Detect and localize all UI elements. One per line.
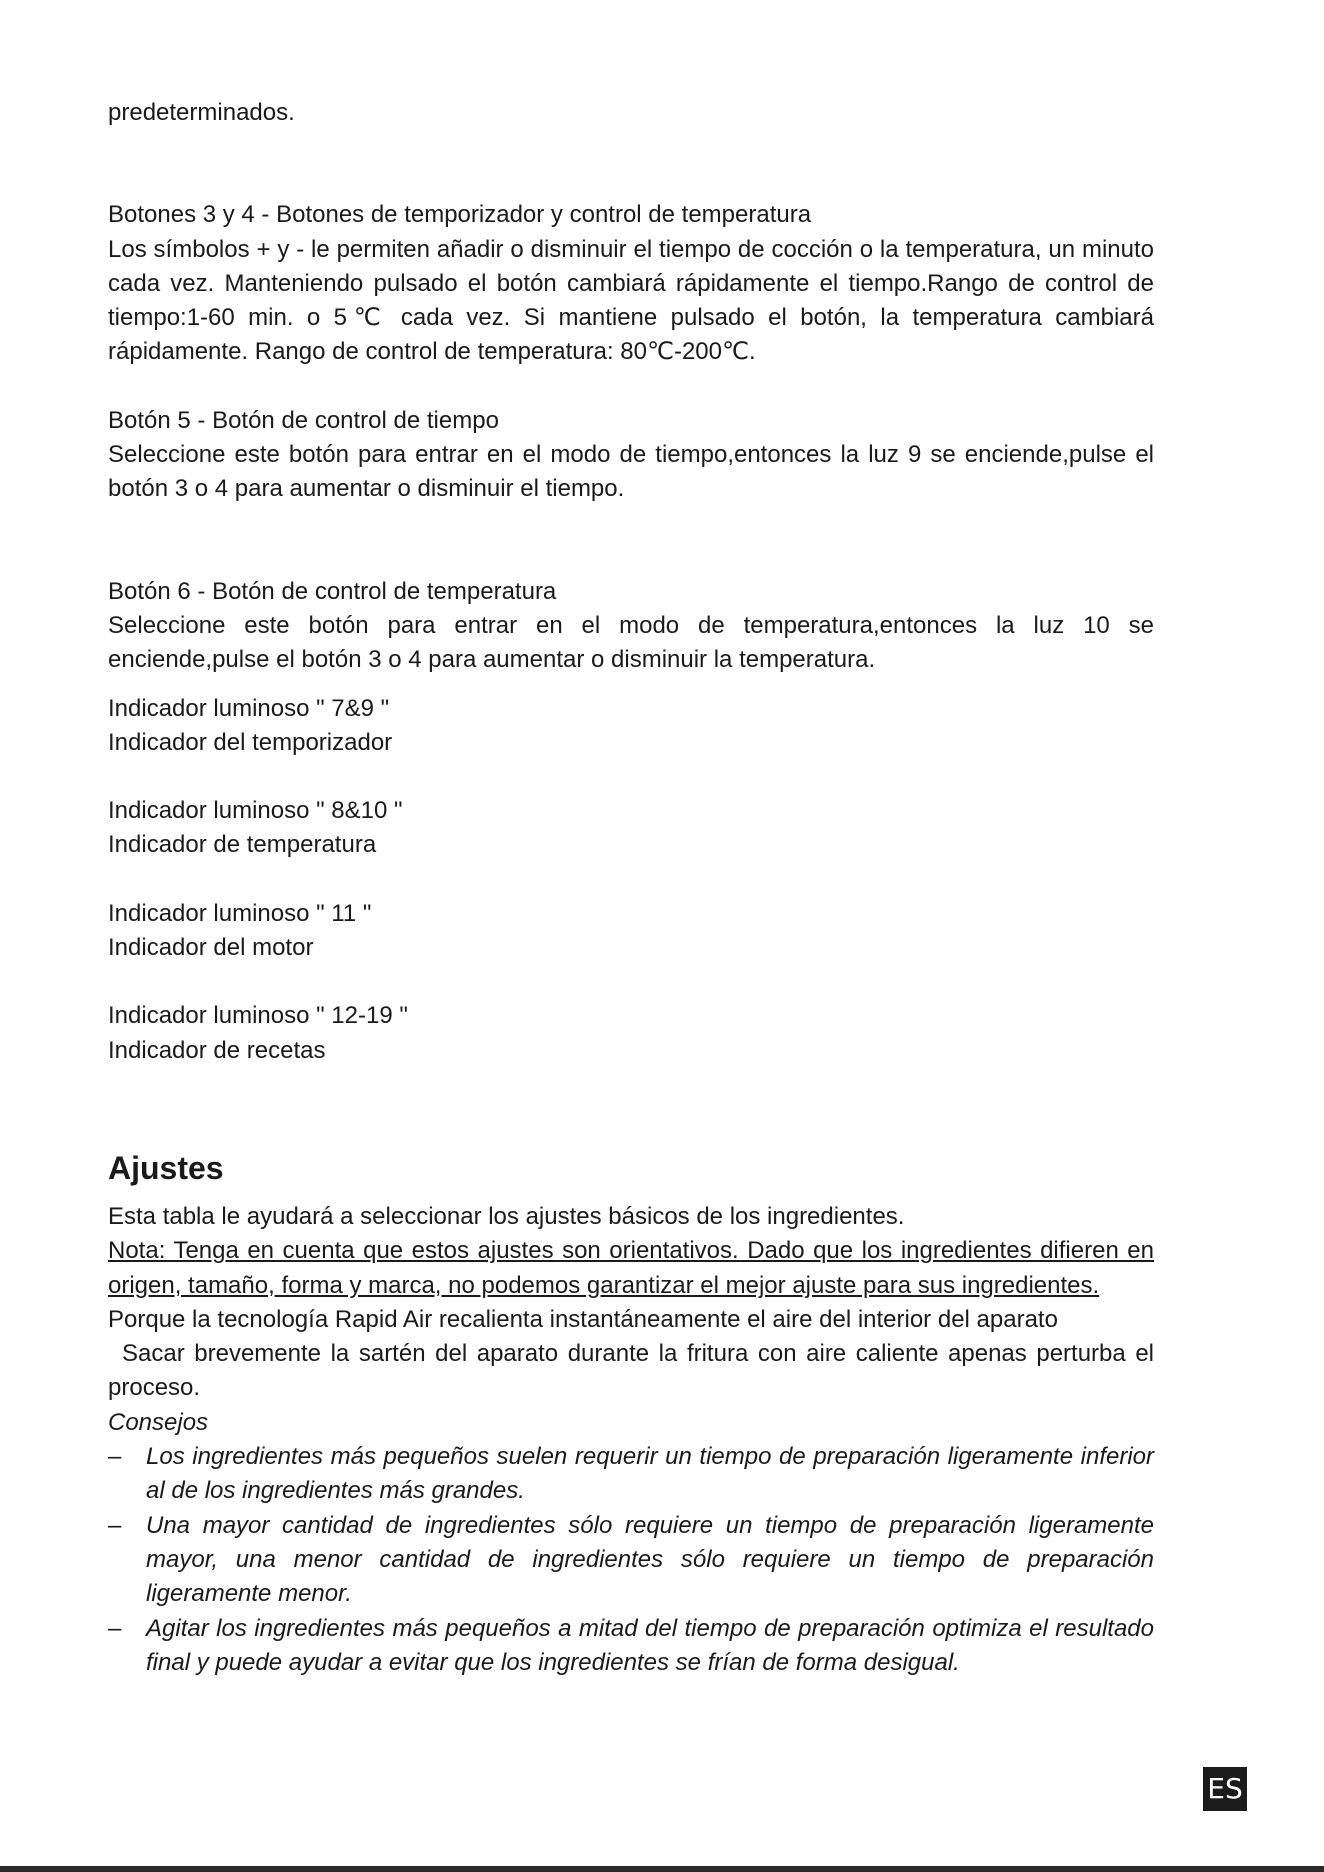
ajustes-paragraph-2: Sacar brevemente la sartén del aparato durante la fritura con aire caliente apenas perturba el proceso. bbox=[108, 1340, 1154, 1402]
section-body: Seleccione este botón para entrar en el modo de tiempo,entonces la luz 9 se enciende,pulse el botón 3 o 4 para aumentar o disminuir el tiempo. bbox=[108, 441, 1154, 503]
ajustes-note: Nota: Tenga en cuenta que estos ajustes son orientativos. Dado que los ingredientes difieren en origen, tamaño, forma y marca, no podemos garantizar el mejor ajuste para sus ingredientes. bbox=[108, 1237, 1154, 1299]
dash-bullet: – bbox=[108, 1614, 122, 1642]
tip-text: Los ingredientes más pequeños suelen requerir un tiempo de preparación ligeramente inferior al de los ingredientes más grandes. bbox=[146, 1443, 1154, 1505]
section-title: Botón 5 - Botón de control de tiempo bbox=[108, 406, 499, 434]
indicator-recipes bbox=[108, 999, 1154, 1068]
tips-list bbox=[108, 1440, 1154, 1680]
indicator-label: Indicador luminoso " 11 " bbox=[108, 899, 372, 927]
language-badge: ES bbox=[1203, 1767, 1247, 1811]
section-button-5 bbox=[108, 404, 1154, 507]
list-item bbox=[108, 1612, 1154, 1681]
indicator-description: Indicador del temporizador bbox=[108, 728, 393, 756]
indicator-temperature bbox=[108, 794, 1154, 863]
indicator-description: Indicador de temperatura bbox=[108, 831, 377, 859]
dash-bullet: – bbox=[108, 1511, 122, 1539]
indicator-description: Indicador del motor bbox=[108, 934, 314, 962]
indicator-description: Indicador de recetas bbox=[108, 1036, 326, 1064]
indicator-label: Indicador luminoso " 8&10 " bbox=[108, 797, 403, 825]
section-title: Botones 3 y 4 - Botones de temporizador y control de temperatura bbox=[108, 201, 812, 229]
section-body: Los símbolos + y - le permiten añadir o disminuir el tiempo de cocción o la temperatura, un minuto cada vez. Manteniendo pulsado el botón cambiará rápidamente el tiempo.Rango de control de tiempo:1-60 min. o 5℃ cada vez. Si mantiene pulsado el botón, la temperatura cambiará rápidamente. Rango de control de temperatura: 80℃-200℃. bbox=[108, 235, 1154, 366]
section-buttons-3-4 bbox=[108, 198, 1154, 369]
list-item bbox=[108, 1509, 1154, 1612]
indicator-timer bbox=[108, 692, 1154, 761]
section-title: Botón 6 - Botón de control de temperatura bbox=[108, 577, 557, 605]
section-body: Seleccione este botón para entrar en el modo de temperatura,entonces la luz 10 se enciende,pulse el botón 3 o 4 para aumentar o disminuir la temperatura. bbox=[108, 611, 1154, 674]
intro-tail-text: predeterminados. bbox=[108, 99, 295, 126]
tip-text: Una mayor cantidad de ingredientes sólo requiere un tiempo de preparación ligeramente mayor, una menor cantidad de ingredientes sólo requiere un tiempo de preparación ligeramente menor. bbox=[146, 1511, 1154, 1608]
indicator-label: Indicador luminoso " 7&9 " bbox=[108, 694, 390, 722]
dash-bullet: – bbox=[108, 1443, 122, 1471]
list-item bbox=[108, 1440, 1154, 1509]
document-page bbox=[108, 96, 1154, 1680]
ajustes-intro: Esta tabla le ayudará a seleccionar los ajustes básicos de los ingredientes. bbox=[108, 1202, 905, 1230]
ajustes-heading: Ajustes bbox=[108, 1149, 224, 1186]
bottom-rule bbox=[0, 1866, 1324, 1872]
indicator-label: Indicador luminoso " 12-19 " bbox=[108, 1002, 408, 1030]
section-button-6 bbox=[108, 575, 1154, 678]
tips-title: Consejos bbox=[108, 1408, 209, 1436]
ajustes-paragraph-1: Porque la tecnología Rapid Air recalienta instantáneamente el aire del interior del aparato bbox=[108, 1305, 1058, 1333]
tip-text: Agitar los ingredientes más pequeños a mitad del tiempo de preparación optimiza el resultado final y puede ayudar a evitar que los ingredientes se frían de forma desigual. bbox=[146, 1614, 1154, 1676]
indicator-motor bbox=[108, 897, 1154, 966]
